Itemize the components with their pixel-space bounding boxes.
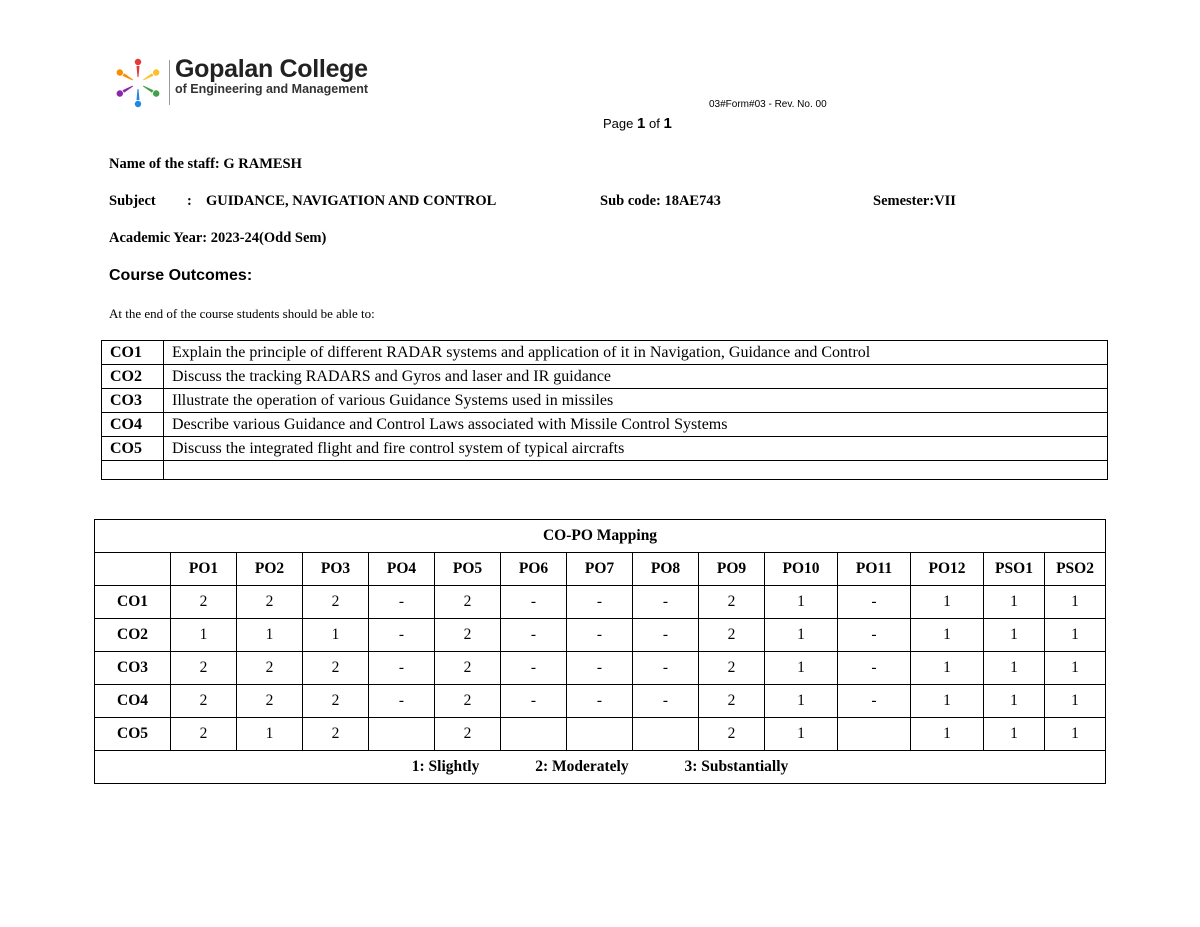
page-indicator xyxy=(603,115,672,132)
table-row xyxy=(102,389,1108,413)
page-label: Page xyxy=(603,116,634,131)
co-text: Discuss the integrated flight and fire control system of typical aircrafts xyxy=(164,437,1108,461)
mapping-cell: - xyxy=(567,685,633,718)
mapping-legend xyxy=(95,751,1106,784)
mapping-cell: 2 xyxy=(171,718,237,751)
co-code: CO2 xyxy=(102,365,164,389)
mapping-cell xyxy=(369,718,435,751)
mapping-cell: 2 xyxy=(303,685,369,718)
mapping-cell: - xyxy=(501,619,567,652)
mapping-cell: 2 xyxy=(699,652,765,685)
mapping-cell: 2 xyxy=(699,718,765,751)
table-row xyxy=(102,413,1108,437)
legend-slightly: 1: Slightly xyxy=(411,758,480,775)
mapping-cell: 1 xyxy=(765,685,838,718)
column-header: PO7 xyxy=(567,553,633,586)
mapping-header-row xyxy=(95,553,1106,586)
academic-year: Academic Year: 2023-24(Odd Sem) xyxy=(109,230,327,246)
mapping-row xyxy=(95,652,1106,685)
mapping-cell: 2 xyxy=(435,685,501,718)
mapping-row xyxy=(95,685,1106,718)
mapping-cell: 2 xyxy=(237,586,303,619)
mapping-cell xyxy=(838,718,911,751)
co-code: CO3 xyxy=(102,389,164,413)
mapping-cell: - xyxy=(501,652,567,685)
mapping-cell: 1 xyxy=(984,652,1045,685)
column-header: PO4 xyxy=(369,553,435,586)
row-header: CO3 xyxy=(95,652,171,685)
mapping-cell: 1 xyxy=(765,652,838,685)
column-header: PO1 xyxy=(171,553,237,586)
mapping-legend-row xyxy=(95,751,1106,784)
legend-substantially: 3: Substantially xyxy=(684,758,789,775)
mapping-cell xyxy=(633,718,699,751)
mapping-row xyxy=(95,619,1106,652)
column-header: PSO2 xyxy=(1045,553,1106,586)
mapping-cell: 1 xyxy=(911,685,984,718)
mapping-cell: - xyxy=(633,619,699,652)
co-text xyxy=(164,461,1108,480)
mapping-cell: 2 xyxy=(435,718,501,751)
course-outcomes-heading: Course Outcomes: xyxy=(109,267,253,284)
mapping-cell: 1 xyxy=(984,619,1045,652)
mapping-cell: 1 xyxy=(765,718,838,751)
mapping-cell: 2 xyxy=(171,652,237,685)
sub-code: Sub code: 18AE743 xyxy=(600,193,721,209)
mapping-cell: 1 xyxy=(984,586,1045,619)
mapping-cell: 2 xyxy=(435,586,501,619)
mapping-cell: 2 xyxy=(303,652,369,685)
college-logo xyxy=(110,55,390,110)
mapping-cell: - xyxy=(567,619,633,652)
table-row xyxy=(102,341,1108,365)
mapping-cell: 1 xyxy=(1045,586,1106,619)
mapping-cell: 1 xyxy=(237,718,303,751)
mapping-cell: - xyxy=(838,685,911,718)
form-number: 03#Form#03 - Rev. No. 00 xyxy=(709,99,827,110)
mapping-cell: 1 xyxy=(303,619,369,652)
mapping-cell: 1 xyxy=(1045,619,1106,652)
mapping-cell: 1 xyxy=(911,619,984,652)
page-total: 1 xyxy=(663,115,672,132)
mapping-cell: - xyxy=(501,685,567,718)
column-header: PO5 xyxy=(435,553,501,586)
mapping-title-row xyxy=(95,520,1106,553)
subject-separator: : xyxy=(187,193,192,209)
mapping-cell: - xyxy=(838,586,911,619)
mapping-cell: - xyxy=(501,586,567,619)
page-current: 1 xyxy=(637,115,646,132)
co-text: Explain the principle of different RADAR systems and application of it in Navigation, Guidance and Control xyxy=(164,341,1108,365)
column-header: PO9 xyxy=(699,553,765,586)
legend-moderately: 2: Moderately xyxy=(535,758,629,775)
logo-emblem-icon xyxy=(110,55,166,111)
mapping-cell: 2 xyxy=(171,586,237,619)
logo-divider xyxy=(169,60,170,105)
mapping-cell: - xyxy=(369,685,435,718)
table-row xyxy=(102,461,1108,480)
mapping-cell: 1 xyxy=(1045,718,1106,751)
mapping-cell: 1 xyxy=(911,652,984,685)
column-header: PO2 xyxy=(237,553,303,586)
co-text: Discuss the tracking RADARS and Gyros and laser and IR guidance xyxy=(164,365,1108,389)
mapping-cell: 1 xyxy=(171,619,237,652)
mapping-cell: - xyxy=(567,652,633,685)
mapping-cell: - xyxy=(567,586,633,619)
mapping-cell: 1 xyxy=(765,586,838,619)
column-header: PO8 xyxy=(633,553,699,586)
mapping-cell: 1 xyxy=(237,619,303,652)
mapping-cell: 1 xyxy=(911,718,984,751)
mapping-cell: - xyxy=(369,586,435,619)
co-code xyxy=(102,461,164,480)
subject-label: Subject xyxy=(109,193,156,209)
mapping-cell: - xyxy=(633,685,699,718)
subject-value: GUIDANCE, NAVIGATION AND CONTROL xyxy=(206,193,497,209)
semester: Semester:VII xyxy=(873,193,956,209)
row-header: CO2 xyxy=(95,619,171,652)
mapping-cell: - xyxy=(369,619,435,652)
mapping-cell: 1 xyxy=(765,619,838,652)
co-code: CO5 xyxy=(102,437,164,461)
mapping-cell: - xyxy=(838,652,911,685)
co-text: Describe various Guidance and Control Laws associated with Missile Control Systems xyxy=(164,413,1108,437)
mapping-cell: 2 xyxy=(303,718,369,751)
mapping-cell: 2 xyxy=(237,685,303,718)
column-header: PSO1 xyxy=(984,553,1045,586)
logo-tagline: of Engineering and Management xyxy=(175,82,369,96)
table-row xyxy=(102,437,1108,461)
mapping-cell xyxy=(501,718,567,751)
row-header: CO1 xyxy=(95,586,171,619)
mapping-cell: - xyxy=(633,652,699,685)
co-text: Illustrate the operation of various Guidance Systems used in missiles xyxy=(164,389,1108,413)
mapping-cell: - xyxy=(838,619,911,652)
mapping-cell: - xyxy=(633,586,699,619)
column-header: PO6 xyxy=(501,553,567,586)
mapping-cell: 2 xyxy=(171,685,237,718)
mapping-cell xyxy=(567,718,633,751)
co-po-mapping-table xyxy=(94,519,1106,784)
mapping-cell: 1 xyxy=(984,685,1045,718)
mapping-cell: 2 xyxy=(699,685,765,718)
table-row xyxy=(102,365,1108,389)
column-header: PO11 xyxy=(838,553,911,586)
mapping-cell: 2 xyxy=(435,619,501,652)
mapping-cell: 2 xyxy=(699,619,765,652)
row-header: CO4 xyxy=(95,685,171,718)
mapping-title: CO-PO Mapping xyxy=(95,520,1106,553)
column-header: PO10 xyxy=(765,553,838,586)
row-header: CO5 xyxy=(95,718,171,751)
mapping-cell: 2 xyxy=(435,652,501,685)
mapping-cell: 1 xyxy=(1045,685,1106,718)
course-outcomes-table xyxy=(101,340,1108,480)
logo-name: Gopalan College xyxy=(175,55,368,83)
mapping-cell: 1 xyxy=(1045,652,1106,685)
page-of: of xyxy=(648,116,660,131)
mapping-cell: - xyxy=(369,652,435,685)
column-header: PO3 xyxy=(303,553,369,586)
co-code: CO4 xyxy=(102,413,164,437)
co-code: CO1 xyxy=(102,341,164,365)
intro-text: At the end of the course students should be able to: xyxy=(109,306,375,321)
mapping-cell: 1 xyxy=(984,718,1045,751)
column-header: PO12 xyxy=(911,553,984,586)
mapping-cell: 1 xyxy=(911,586,984,619)
staff-name: Name of the staff: G RAMESH xyxy=(109,156,302,172)
mapping-cell: 2 xyxy=(303,586,369,619)
mapping-row xyxy=(95,718,1106,751)
mapping-row xyxy=(95,586,1106,619)
mapping-cell: 2 xyxy=(699,586,765,619)
mapping-cell: 2 xyxy=(237,652,303,685)
corner-cell xyxy=(95,553,171,586)
